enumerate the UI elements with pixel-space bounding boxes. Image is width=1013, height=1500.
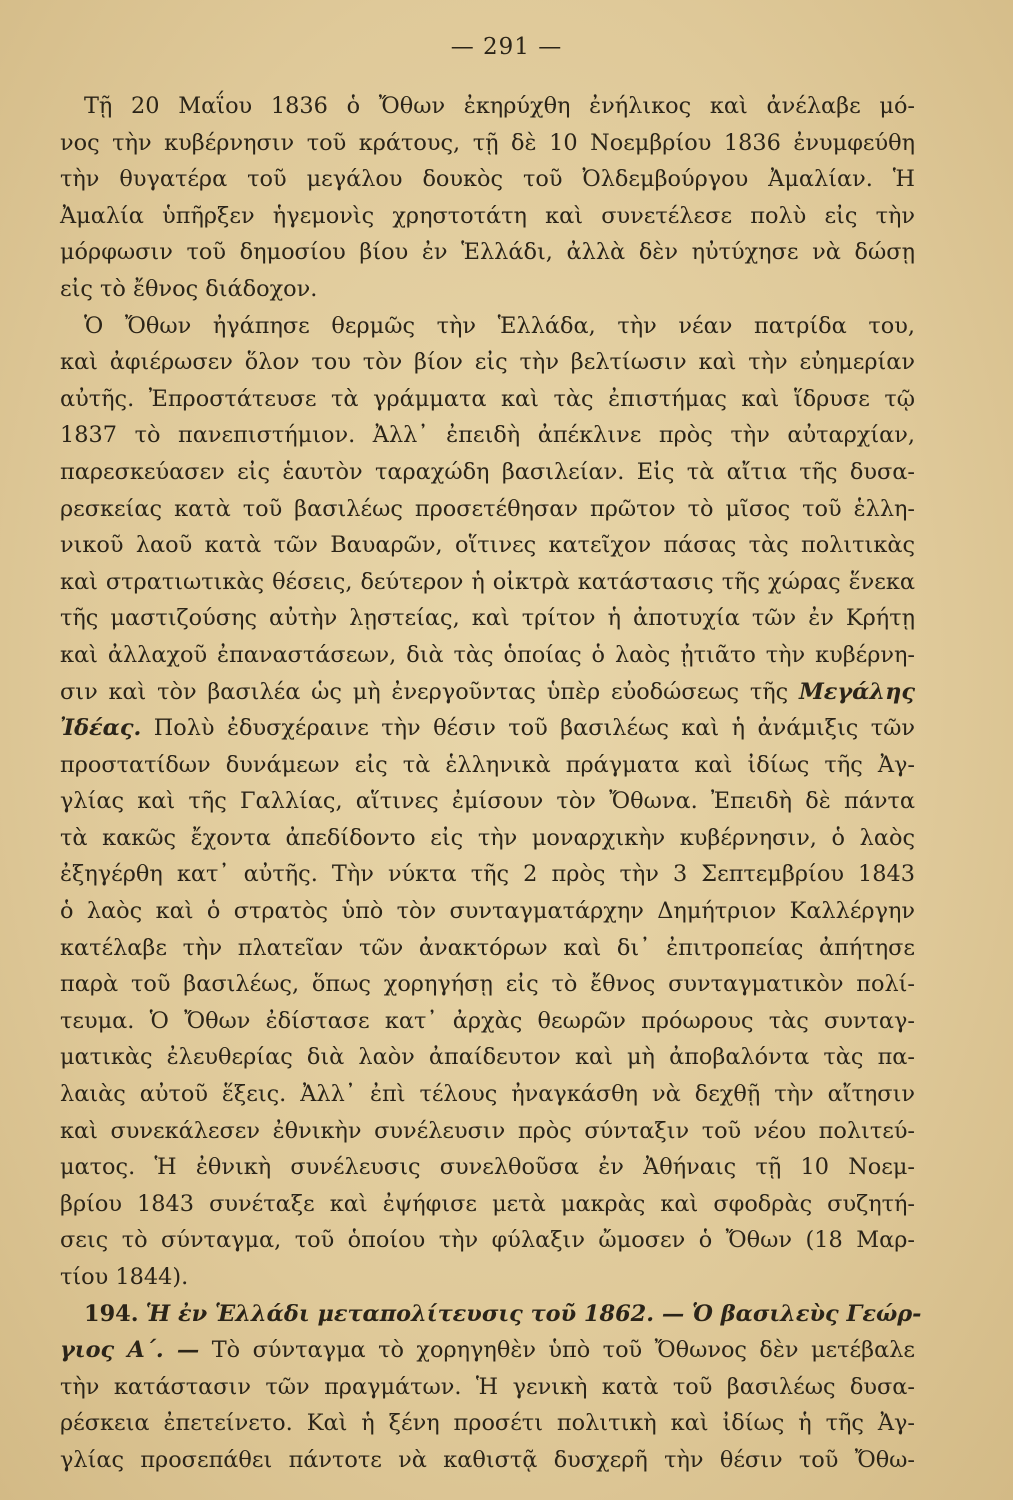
paragraph-1 (60, 88, 915, 308)
emphasis-text: Ἰδέας. (60, 715, 142, 742)
text-line: ὁ λαὸς καὶ ὁ στρατὸς ὑπὸ τὸν συνταγματάρχην Δημήτριον Καλλέργην (60, 898, 915, 925)
section-title-cont: γιος Α΄. — (60, 1337, 200, 1364)
text-line: τῆς μαστιζούσης αὐτὴν λῃστείας, καὶ τρίτον ἡ ἀποτυχία τῶν ἐν Κρήτῃ (60, 605, 915, 632)
emphasis-text: Μεγάλης (798, 678, 915, 705)
text-line: προστατίδων δυνάμεων εἰς τὰ ἑλληνικὰ πράγματα καὶ ἰδίως τῆς Ἀγ- (60, 751, 915, 778)
text-line: Ἀμαλία ὑπῆρξεν ἡγεμονὶς χρηστοτάτη καὶ συνετέλεσε πολὺ εἰς τὴν (60, 202, 915, 229)
text-line: βρίου 1843 συνέταξε καὶ ἐψήφισε μετὰ μακρὰς καὶ σφοδρὰς συζητή- (60, 1190, 915, 1217)
text-line: τίου 1844). (60, 1264, 189, 1290)
text-line: τὰ κακῶς ἔχοντα ἀπεδίδοντο εἰς τὴν μοναρχικὴν κυβέρνησιν, ὁ λαὸς (60, 824, 915, 851)
text-line: παρὰ τοῦ βασιλέως, ὅπως χορηγήσῃ εἰς τὸ ἔθνος συνταγματικὸν πολί- (60, 971, 915, 998)
text-line: σεις τὸ σύνταγμα, τοῦ ὁποίου τὴν φύλαξιν ὤμοσεν ὁ Ὄθων (18 Μαρ- (60, 1227, 915, 1254)
text-line: νικοῦ λαοῦ κατὰ τῶν Βαυαρῶν, οἵτινες κατεῖχον πάσας τὰς πολιτικὰς (60, 532, 915, 559)
paragraph-2 (60, 308, 915, 1296)
text-line: νος τὴν κυβέρνησιν τοῦ κράτους, τῇ δὲ 10 Νοεμβρίου 1836 ἐνυμφεύθη (60, 129, 915, 156)
text-line: τὴν κατάστασιν τῶν πραγμάτων. Ἡ γενικὴ κατὰ τοῦ βασιλέως δυσα- (60, 1373, 915, 1400)
text-line: παρεσκεύασεν εἰς ἑαυτὸν ταραχώδη βασιλείαν. Εἰς τὰ αἴτια τῆς δυσα- (60, 458, 915, 485)
page-body (60, 88, 922, 1479)
text-line: αὐτῆς. Ἐπροστάτευσε τὰ γράμματα καὶ τὰς ἐπιστήμας καὶ ἵδρυσε τῷ (60, 385, 915, 412)
text-line: ματικὰς ἐλευθερίας διὰ λαὸν ἀπαίδευτον καὶ μὴ ἀποβαλόντα τὰς πα- (60, 1044, 915, 1071)
text-line: γλίας καὶ τῆς Γαλλίας, αἵτινες ἐμίσουν τὸν Ὄθωνα. Ἐπειδὴ δὲ πάντα (60, 788, 915, 815)
page-number: — 291 — (450, 34, 563, 60)
text-line: Τῇ 20 Μαΐου 1836 ὁ Ὄθων ἐκηρύχθη ἐνήλικος καὶ ἀνέλαβε μό- (84, 93, 915, 119)
text-line (60, 674, 915, 711)
text-line: Ὁ Ὄθων ἠγάπησε θερμῶς τὴν Ἑλλάδα, τὴν νέαν πατρίδα του, (84, 312, 915, 339)
section-194 (60, 1296, 922, 1479)
text-line: 1837 τὸ πανεπιστήμιον. Ἀλλ᾿ ἐπειδὴ ἀπέκλινε πρὸς τὴν αὐταρχίαν, (60, 422, 915, 449)
text-line: τὴν θυγατέρα τοῦ μεγάλου δουκὸς τοῦ Ὀλδεμβούργου Ἀμαλίαν. Ἡ (60, 166, 915, 193)
text-line: ρεσκείας κατὰ τοῦ βασιλέως προσετέθησαν πρῶτον τὸ μῖσος τοῦ ἑλλη- (60, 495, 915, 522)
section-number: 194. (84, 1300, 139, 1327)
text-line: εἰς τὸ ἔθνος διάδοχον. (60, 275, 318, 302)
text-line: κατέλαβε τὴν πλατεῖαν τῶν ἀνακτόρων καὶ δι᾿ ἐπιτροπείας ἀπήτησε (60, 934, 915, 961)
text-line: τευμα. Ὁ Ὄθων ἐδίστασε κατ᾿ ἀρχὰς θεωρῶν πρόωρους τὰς συνταγ- (60, 1007, 915, 1034)
text-fragment: Πολὺ ἐδυσχέραινε τὴν θέσιν τοῦ βασιλέως καὶ ἡ ἀνάμιξις τῶν (153, 715, 915, 742)
text-line (60, 1332, 915, 1369)
text-line: ρέσκεια ἐπετείνετο. Καὶ ἡ ξένη προσέτι πολιτικὴ καὶ ἰδίως ἡ τῆς Ἀγ- (60, 1410, 915, 1437)
text-line: ἐξηγέρθη κατ᾿ αὐτῆς. Τὴν νύκτα τῆς 2 πρὸς τὴν 3 Σεπτεμβρίου 1843 (60, 861, 915, 888)
text-fragment: Τὸ σύνταγμα τὸ χορηγηθὲν ὑπὸ τοῦ Ὄθωνος δὲν μετέβαλε (211, 1337, 915, 1364)
text-line: μόρφωσιν τοῦ δημοσίου βίου ἐν Ἑλλάδι, ἀλλὰ δὲν ηὐτύχησε νὰ δώσῃ (60, 239, 915, 266)
text-line (60, 710, 915, 747)
text-line: καὶ στρατιωτικὰς θέσεις, δεύτερον ἡ οἰκτρὰ κατάστασις τῆς χώρας ἕνεκα (60, 568, 915, 595)
section-heading-line (60, 1296, 922, 1333)
text-line: καὶ ἀφιέρωσεν ὅλον του τὸν βίον εἰς τὴν βελτίωσιν καὶ τὴν εὐημερίαν (60, 349, 915, 376)
text-line: καὶ ἀλλαχοῦ ἐπαναστάσεων, διὰ τὰς ὁποίας ὁ λαὸς ᾐτιᾶτο τὴν κυβέρνη- (60, 641, 915, 668)
text-line: λαιὰς αὐτοῦ ἕξεις. Ἀλλ᾿ ἐπὶ τέλους ἠναγκάσθη νὰ δεχθῇ τὴν αἴτησιν (60, 1081, 915, 1108)
section-title: Ἡ ἐν Ἑλλάδι μεταπολίτευσις τοῦ 1862. — Ὁ βασιλεὺς Γεώρ- (145, 1300, 922, 1327)
text-line: καὶ συνεκάλεσεν ἐθνικὴν συνέλευσιν πρὸς σύνταξιν τοῦ νέου πολιτεύ- (60, 1117, 915, 1144)
text-line: γλίας προσεπάθει πάντοτε νὰ καθιστᾷ δυσχερῆ τὴν θέσιν τοῦ Ὄθω- (60, 1446, 915, 1473)
text-line: ματος. Ἡ ἐθνικὴ συνέλευσις συνελθοῦσα ἐν Ἀθήναις τῇ 10 Νοεμ- (60, 1154, 915, 1181)
text-fragment: σιν καὶ τὸν βασιλέα ὡς μὴ ἐνεργοῦντας ὑπὲρ εὐοδώσεως τῆς (60, 678, 789, 705)
